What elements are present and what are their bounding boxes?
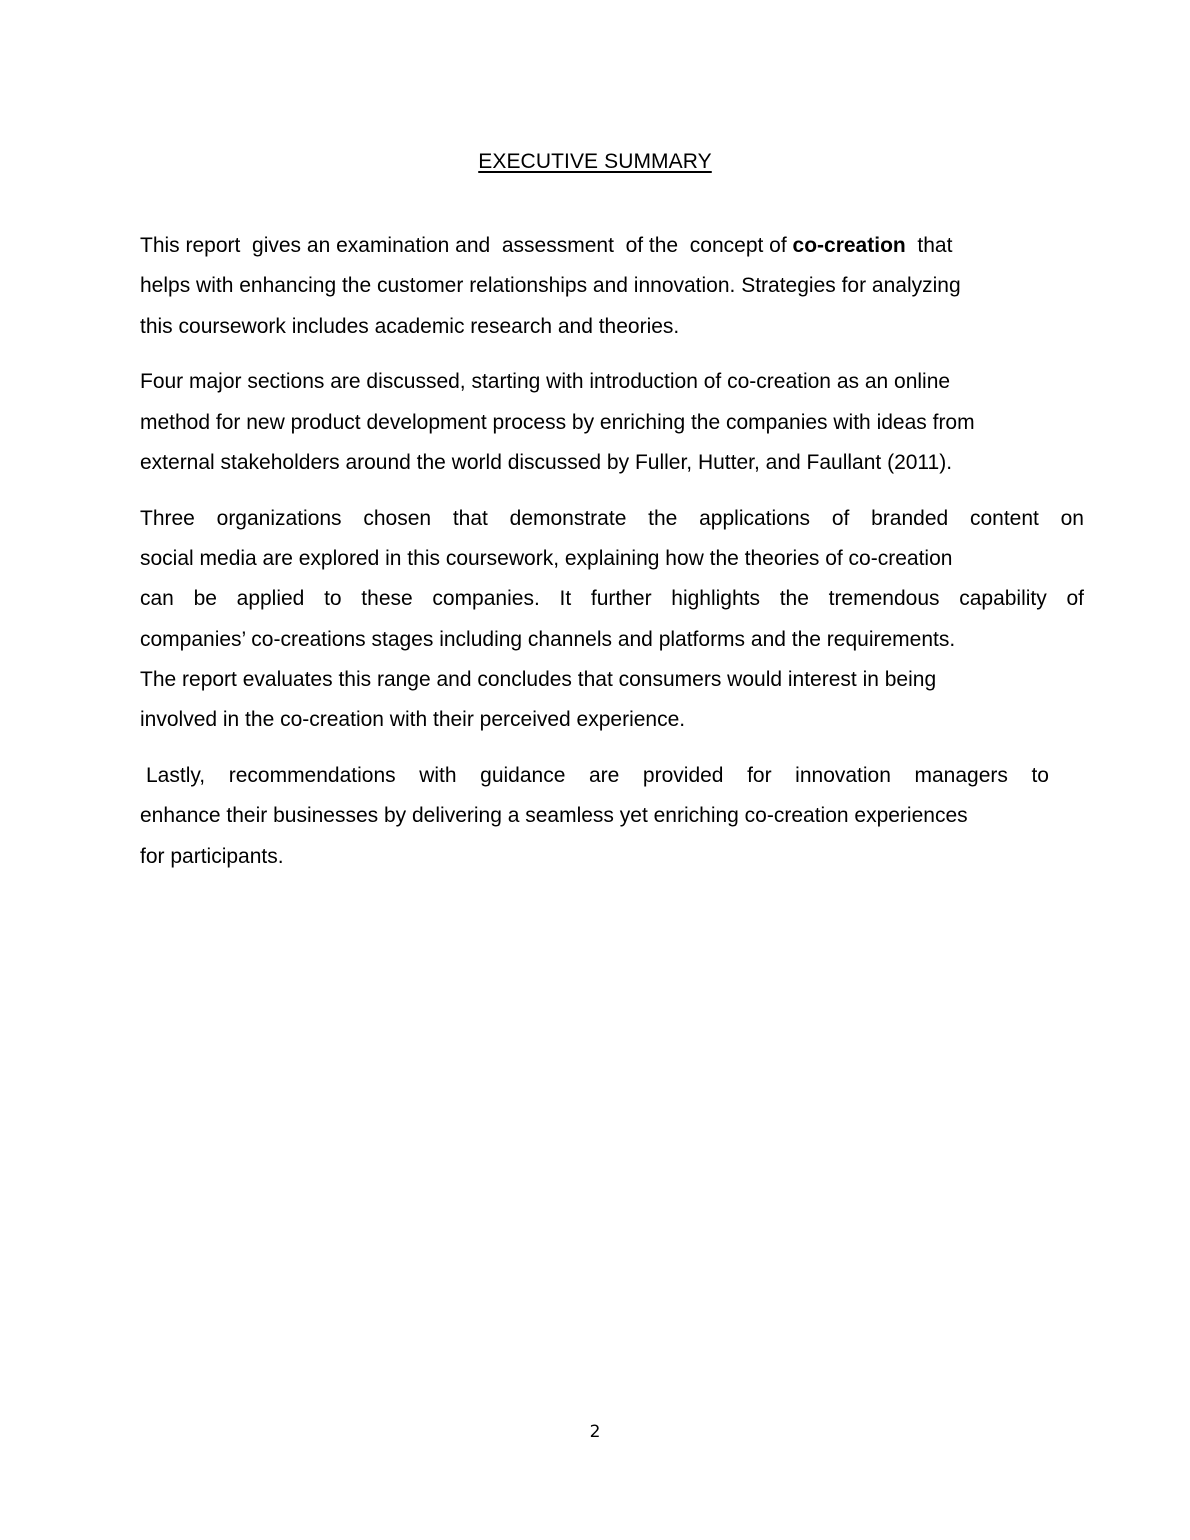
text-line	[140, 226, 1084, 266]
text-line: Four major sections are discussed, starting with introduction of co-creation as an online	[140, 370, 951, 394]
text-segment: that	[917, 234, 953, 257]
page-title: EXECUTIVE SUMMARY	[478, 150, 712, 173]
text-segment: This report gives an examination and assessment of the concept of	[140, 234, 793, 257]
text-line: for participants.	[140, 844, 284, 868]
bold-term: co-creation	[792, 234, 906, 257]
text-line: can be applied to these companies. It further highlights the tremendous capability of	[140, 587, 1084, 611]
text-line: social media are explored in this coursework, explaining how the theories of co-creation	[140, 547, 953, 571]
page-number: 2	[589, 1422, 601, 1442]
paragraph-4	[140, 756, 1084, 877]
text-line: companies’ co-creations stages including channels and platforms and the requirements.	[140, 627, 956, 651]
text-line: enhance their businesses by delivering a seamless yet enriching co-creation experiences	[140, 804, 968, 828]
text-line: this coursework includes academic research and theories.	[140, 314, 680, 338]
paragraph-2	[140, 362, 1084, 483]
document-body	[140, 226, 1084, 892]
text-line: Lastly, recommendations with guidance are provided for innovation managers to	[146, 764, 1049, 788]
paragraph-1	[140, 226, 1084, 347]
text-line: Three organizations chosen that demonstrate the applications of branded content on	[140, 506, 1084, 530]
text-line: helps with enhancing the customer relationships and innovation. Strategies for analyzing	[140, 274, 961, 298]
paragraph-3	[140, 499, 1084, 741]
text-line: The report evaluates this range and concludes that consumers would interest in being	[140, 667, 937, 691]
text-line: involved in the co-creation with their perceived experience.	[140, 708, 686, 732]
text-line: external stakeholders around the world discussed by Fuller, Hutter, and Faullant (2011).	[140, 450, 953, 474]
text-line: method for new product development process by enriching the companies with ideas from	[140, 410, 975, 434]
